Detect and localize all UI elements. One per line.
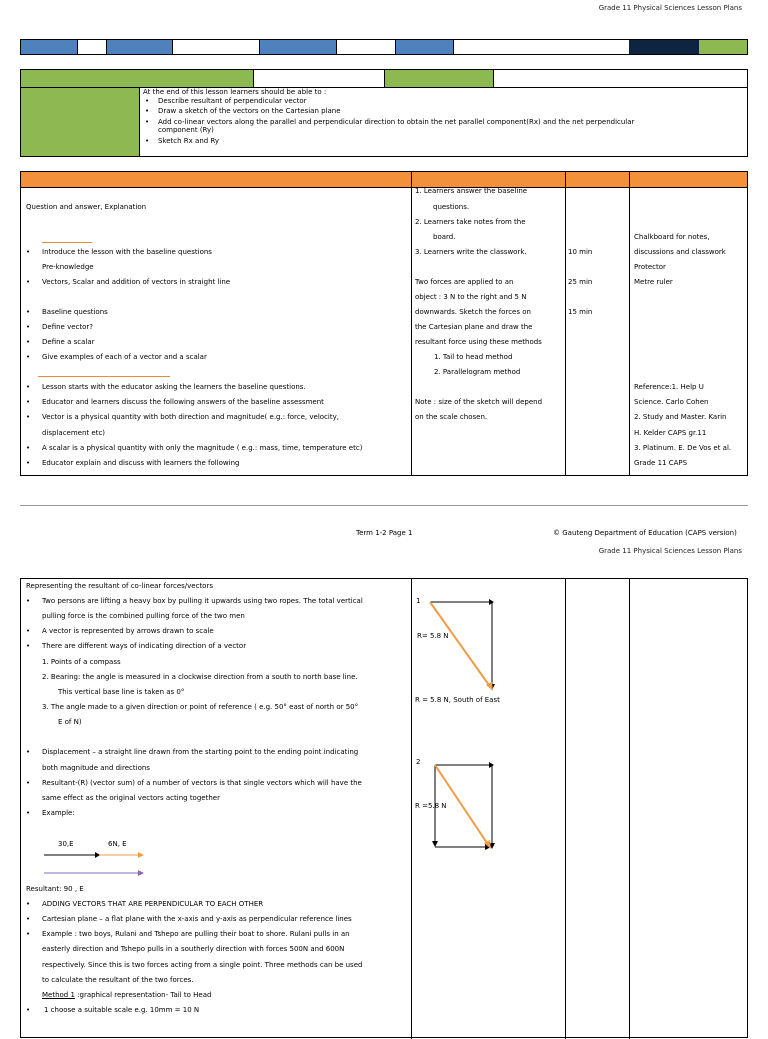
strip-blue-4	[396, 40, 453, 54]
content-line: to calculate the resultant of the two forces.	[42, 976, 194, 984]
diagram-r-label: R= 5.8 N	[417, 632, 449, 640]
learner-activity: 1. Learners answer the baseline	[415, 187, 528, 195]
orange-vector-head	[138, 852, 144, 858]
method-text: Question and answer, Explanation	[26, 203, 147, 211]
page-divider	[20, 505, 748, 506]
diagram-caption: R = 5.8 N, South of East	[415, 696, 500, 704]
content-line: ADDING VECTORS THAT ARE PERPENDICULAR TO EACH OTHER	[42, 900, 264, 908]
learner-activity: questions.	[433, 203, 470, 211]
method1-line	[42, 991, 211, 1000]
black-vector-head	[95, 852, 100, 858]
content-line: easterly direction and Tshepo pulls in a southerly direction with forces 500N and 600N	[42, 945, 345, 953]
baseline-item: Define a scalar	[42, 338, 95, 346]
problem-line: the Cartesian plane and draw the	[415, 323, 533, 331]
lesson-item: Lesson starts with the educator asking the learners the baseline questions.	[42, 383, 306, 391]
learner-activity: board.	[433, 233, 456, 241]
page-header-title: Grade 11 Physical Sciences Lesson Plans	[598, 547, 742, 555]
reference-line: Grade 11 CAPS	[634, 459, 688, 467]
problem-line: downwards. Sketch the forces on	[415, 308, 531, 316]
content-line: pulling force is the combined pulling force of the two men	[42, 612, 245, 620]
objectives-green-side	[21, 88, 140, 156]
time-value: 25 min	[568, 278, 593, 286]
resource-line: Protector	[634, 263, 666, 271]
lesson-item: Educator and learners discuss the following answers of the baseline assessment	[42, 398, 324, 406]
objectives-intro: At the end of this lesson learners should be able to :	[143, 88, 327, 96]
intro-item: Introduce the lesson with the baseline questions	[42, 248, 212, 256]
footer-page: Term 1-2 Page 1	[356, 529, 413, 537]
objectives-green-header-2	[385, 70, 494, 88]
content-line: A vector is represented by arrows drawn to scale	[42, 627, 214, 635]
footer-copyright: © Gauteng Department of Education (CAPS version)	[553, 529, 737, 537]
lesson-item: Educator explain and discuss with learners the following	[42, 459, 240, 467]
intro-item: Pre-knowledge	[42, 263, 94, 271]
intro-item: Vectors, Scalar and addition of vectors in straight line	[42, 278, 231, 286]
objectives-table: At the end of this lesson learners should be able to : • Describe resultant of perpendicular vector • Draw a sketch of the vectors on the Cartesian plane • Add co-linear vectors along the parallel and perpendicular direction to obtain the net parallel component(Rx) and the net perpendicular component (Ry) • Sketch Rx and Ry	[20, 69, 748, 157]
diagram-number: 1	[416, 597, 421, 605]
vector-diagram-1	[425, 596, 500, 696]
section-underline	[42, 242, 92, 243]
note-line: Note : size of the sketch will depend	[415, 398, 543, 406]
learner-activity: 3. Learners write the classwork.	[415, 248, 527, 256]
resource-line: Chalkboard for notes,	[634, 233, 710, 241]
strip-blue-1	[21, 40, 77, 54]
reference-line: 3. Platinum. E. De Vos et al.	[634, 444, 732, 452]
content-line: Resultant-(R) (vector sum) of a number of vectors is that single vectors which will have the	[42, 779, 362, 787]
problem-line: object : 3 N to the right and 5 N	[415, 293, 527, 301]
resource-line: discussions and classwork	[634, 248, 726, 256]
time-value: 15 min	[568, 308, 593, 316]
lesson-table-header	[21, 172, 747, 188]
example-vectors	[40, 848, 150, 878]
content-line: 1 choose a suitable scale e.g. 10mm = 10 N	[44, 1006, 200, 1014]
diagram-number: 2	[416, 758, 421, 766]
content-line: Two persons are lifting a heavy box by pulling it upwards using two ropes. The total vertical	[42, 597, 363, 605]
objective-item: Sketch Rx and Ry	[158, 137, 220, 145]
method1-rest: :graphical representation- Tail to Head	[74, 991, 212, 999]
resource-line: Metre ruler	[634, 278, 673, 286]
content-line: 1. Points of a compass	[42, 658, 121, 666]
content-line: Example:	[42, 809, 75, 817]
time-value: 10 min	[568, 248, 593, 256]
page-header-title: Grade 11 Physical Sciences Lesson Plans	[598, 4, 742, 12]
problem-line: 1. Tail to head method	[434, 353, 513, 361]
content-line: This vertical base line is taken as 0°	[58, 688, 185, 696]
resultant-text: Resultant: 90 , E	[26, 885, 84, 893]
section-underline	[38, 376, 170, 377]
strip-blue-3	[260, 40, 336, 54]
note-line: on the scale chosen.	[415, 413, 488, 421]
purple-vector-head	[138, 870, 144, 876]
reference-line: H. Kelder CAPS gr.11	[634, 429, 707, 437]
reference-line: Science. Carlo Cohen	[634, 398, 709, 406]
content-line: Cartesian plane – a flat plane with the x-axis and y-axis as perpendicular reference lines	[42, 915, 352, 923]
content-line: respectively. Since this is two forces acting from a single point. Three methods can be used	[42, 961, 363, 969]
baseline-item: Give examples of each of a vector and a scalar	[42, 353, 207, 361]
content-line: 3. The angle made to a given direction or point of reference ( e.g. 50° east of north or 50°	[42, 703, 359, 711]
content-line: Displacement – a straight line drawn from the starting point to the ending point indicating	[42, 748, 359, 756]
objective-item: Draw a sketch of the vectors on the Cartesian plane	[158, 107, 341, 115]
objective-item: Add co-linear vectors along the parallel and perpendicular direction to obtain the net parallel component(Rx) and the net perpendicular	[158, 118, 635, 126]
content-line: same effect as the original vectors acting together	[42, 794, 220, 802]
lesson-item: displacement etc)	[42, 429, 106, 437]
problem-line: Two forces are applied to an	[415, 278, 514, 286]
problem-line: resultant force using these methods	[415, 338, 542, 346]
baseline-item: Define vector?	[42, 323, 93, 331]
content-line: 2. Bearing: the angle is measured in a clockwise direction from a south to north base line.	[42, 673, 358, 681]
strip-navy	[629, 40, 699, 54]
objective-item: component (Ry)	[158, 126, 214, 134]
example-label: 30,E	[58, 840, 74, 848]
problem-line: 2. Parallelogram method	[434, 368, 521, 376]
diagram-r-label: R =5.8 N	[415, 802, 447, 810]
section-heading: Representing the resultant of co-linear forces/vectors	[26, 582, 213, 590]
content-line: both magnitude and directions	[42, 764, 150, 772]
method1-label: Method 1	[42, 991, 75, 999]
reference-line: Reference:1. Help U	[634, 383, 704, 391]
content-line: There are different ways of indicating direction of a vector	[42, 642, 247, 650]
lesson-item: Vector is a physical quantity with both direction and magnitude( e.g.: force, velocity,	[42, 413, 339, 421]
strip-blue-2	[107, 40, 172, 54]
objective-item: Describe resultant of perpendicular vector	[158, 97, 307, 105]
color-strip	[20, 39, 748, 55]
strip-green	[699, 40, 747, 54]
content-line: E of N)	[58, 718, 82, 726]
content-line: Example : two boys, Rulani and Tshepo are pulling their boat to shore. Rulani pulls in an	[42, 930, 350, 938]
reference-line: 2. Study and Master. Karin	[634, 413, 727, 421]
objectives-green-header-1	[21, 70, 254, 88]
learner-activity: 2. Learners take notes from the	[415, 218, 526, 226]
lesson-item: A scalar is a physical quantity with only the magnitude ( e.g.: mass, time, temperature etc)	[42, 444, 363, 452]
example-label: 6N, E	[108, 840, 127, 848]
baseline-item: Baseline questions	[42, 308, 108, 316]
